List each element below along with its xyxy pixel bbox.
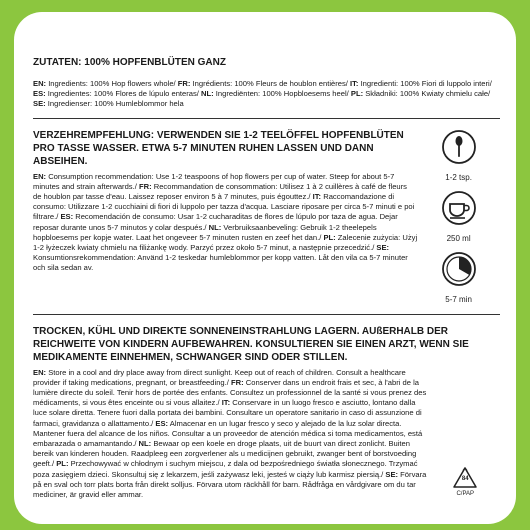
translation-text: Conserver dans un endroit frais et sec, à l'abri de la lumière directe du soleil. Tenir hors de portée des enfants. Consultez un professionnel de la santé si vous prenez des médicaments, si vous êtes enceinte ou si vous allaitez./	[33, 377, 427, 408]
translation-text: Förvara på en sval och torr plats borta från direkt solljus. Förvara utom räckhåll för barn. Rådfråga en vårdgivare om du tar mediciner, är gravid eller ammar.	[33, 469, 427, 500]
ingredients-translations	[33, 79, 500, 110]
lang-code: PL:	[56, 459, 69, 469]
lang-code: EN:	[33, 171, 47, 181]
recycle-icon	[452, 466, 478, 490]
label-content	[33, 56, 500, 500]
lang-code: NL:	[201, 89, 214, 99]
spoon-label: 1-2 tsp.	[445, 172, 472, 182]
translation-text: Ingrediënten: 100% Hopbloesems heel/	[213, 89, 351, 99]
cup-icon	[441, 190, 477, 231]
translation-text: Konsumtionsrekommendation: Använd 1-2 teskedar humleblommor per kopp vatten. Låt den vila ca 5-7 minuter och sila sedan av.	[33, 253, 408, 273]
translation-text: Almacenar en un lugar fresco y seco y alejado de la luz solar directa. Mantener fuera del alcance de los niños. Consultar a un proveedor de atención médica si toma medicamentos, está embarazada o amamantando./	[33, 418, 423, 449]
lang-code: SE:	[385, 469, 399, 479]
consumption-heading: VERZEHREMPFEHLUNG: VERWENDEN SIE 1-2 TEELÖFFEL HOPFENBLÜTEN PRO TASSE WASSER. ETWA 5-7 MINUTEN RUHEN LASSEN UND DANN ABSEIHEN.	[33, 129, 404, 167]
lang-code: EN:	[33, 367, 47, 377]
translation-text: Recomendación de consumo: Usar 1-2 cucharaditas de flores de lúpulo por taza de agua. Dejar reposar durante unos 5-7 minutos y colar después./	[33, 212, 398, 232]
translation-text: Ingredients: 100% Hop flowers whole/	[46, 79, 178, 88]
lang-code: NL:	[208, 222, 222, 232]
clock-icon	[441, 251, 477, 292]
translation-text: Ingredienser: 100% Humleblommor hela	[45, 99, 184, 109]
recycle-mark	[430, 368, 500, 501]
lang-code: FR:	[177, 79, 191, 88]
translation-text: Verbruiksaanbeveling: Gebruik 1-2 theelepels hopbloesems per kopje water. Laat het ongeveer 5-7 minuten rusten en zeef het dan./	[33, 222, 377, 242]
dosage-icons	[417, 129, 500, 312]
lang-code: IT:	[312, 192, 322, 202]
translation-text: Ingrédients: 100% Fleurs de houblon entières/	[190, 79, 351, 88]
ingredients-heading: ZUTATEN: 100% HOPFENBLÜTEN GANZ	[33, 57, 226, 68]
clock-label: 5-7 min	[445, 294, 472, 304]
lang-code: EN:	[33, 79, 47, 88]
lang-code: FR:	[230, 377, 244, 387]
recycle-code: C/PAP	[456, 491, 474, 498]
lang-code: IT:	[350, 79, 359, 88]
lang-code: IT:	[221, 398, 231, 408]
lang-code: SE:	[376, 243, 390, 253]
ingredients-section	[33, 56, 500, 110]
translation-text: Raccomandazione di consumo: Utilizzare 1-2 cucchiaini di fiori di luppolo per tazza d'acqua. Lasciare riposare per circa 5-7 minuti e poi filtrare./	[33, 192, 415, 222]
lang-code: NL:	[138, 439, 152, 449]
storage-body	[33, 368, 500, 501]
lang-code: PL:	[323, 232, 336, 242]
consumption-section	[33, 129, 500, 312]
storage-translations	[33, 368, 430, 501]
divider	[33, 314, 500, 315]
translation-text: Ingredientes: 100% Flores de lúpulo enteras/	[45, 89, 202, 99]
lang-code: PL:	[350, 89, 364, 99]
recycle-number: 84	[461, 476, 469, 483]
consumption-text	[33, 129, 417, 312]
storage-text	[33, 368, 430, 501]
translation-text: Consumption recommendation: Use 1-2 teaspoons of hop flowers per cup of water. Steep for about 5-7 minutes and strain afterwards./	[33, 171, 395, 191]
translation-text: Przechowywać w chłodnym i suchym miejscu, z dala od bezpośredniego światła słonecznego. Trzymać poza zasięgiem dzieci. Skonsultuj się z lekarzem, jeśli zażywasz leki, jesteś w ciąży lub karmisz piersią./	[33, 459, 418, 479]
spoon-icon	[441, 129, 477, 170]
translation-text: Bewaar op een koele en droge plaats, uit de buurt van direct zonlicht. Buiten bereik van kinderen houden. Raadpleeg een zorgverlener als u medicijnen gebruikt, zwanger bent of borstvoeding geeft./	[33, 439, 417, 469]
lang-code: ES:	[155, 418, 169, 428]
lang-code: SE:	[33, 99, 46, 109]
translation-text: Conservare in un luogo fresco e asciutto, lontano dalla luce solare diretta. Tenere fuori dalla portata dei bambini. Consultare un operatore sanitario in caso di assunzione di farmaci, gravidanza o allattamento./	[33, 398, 422, 428]
label-card	[14, 12, 516, 524]
lang-code: ES:	[33, 89, 46, 99]
lang-code: FR:	[138, 181, 152, 191]
translation-text: Zalecenie zużycia: Użyj 1-2 łyżeczek kwiaty chmielu na filiżankę wody. Parzyć przez około 5-7 minut, a następnie przecedzić./	[33, 232, 418, 253]
divider	[33, 118, 500, 119]
translation-text: Ingredienti: 100% Fiori di luppolo interi/	[358, 79, 492, 88]
consumption-translations	[33, 172, 417, 274]
translation-text: Składniki: 100% Kwiaty chmielu całe/	[363, 89, 491, 99]
storage-heading: TROCKEN, KÜHL UND DIREKTE SONNENEINSTRAHLUNG LAGERN. AUßERHALB DER REICHWEITE VON KINDERN AUFBEWAHREN. KONSULTIEREN SIE EINEN ARZT, WENN SIE MEDIKAMENTE EINNEHMEN, SCHWANGER SIND ODER STILLEN.	[33, 325, 469, 363]
translation-text: Recommandation de consommation: Utilisez 1 à 2 cuillères à café de fleurs de houblon par tasse d'eau. Laissez reposer environ 5 à 7 minutes, puis égouttez./	[33, 181, 407, 202]
cup-label: 250 ml	[446, 233, 471, 243]
lang-code: ES:	[60, 212, 74, 222]
storage-section	[33, 325, 500, 501]
translation-text: Store in a cool and dry place away from direct sunlight. Keep out of reach of children. Consult a healthcare provider if taking medications, pregnant, or breastfeeding./	[33, 367, 406, 387]
